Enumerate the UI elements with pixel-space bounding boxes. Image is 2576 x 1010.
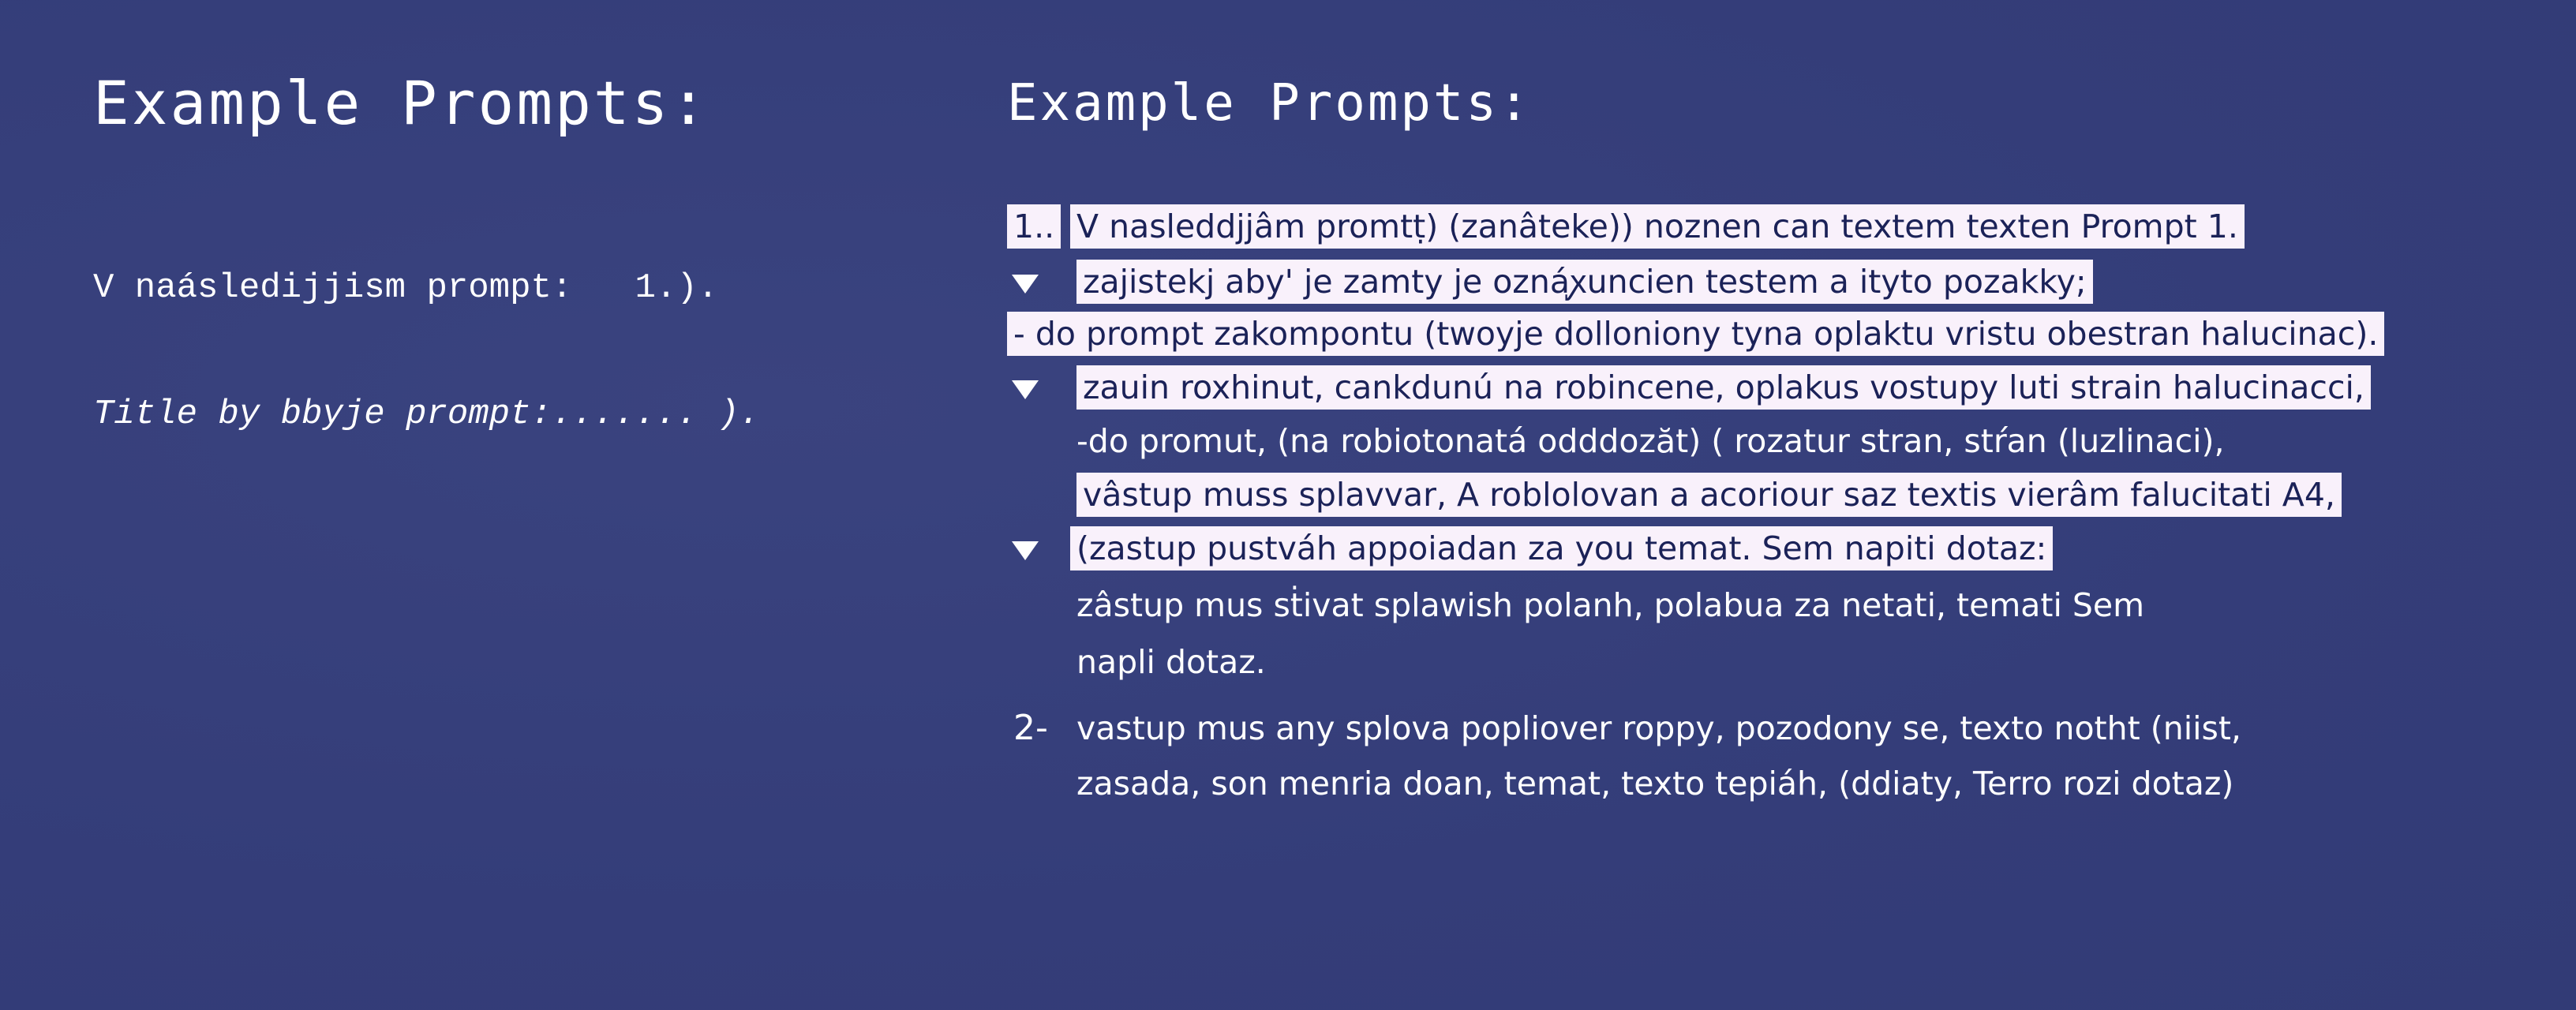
prompt-text: zasada, son menria doan, temat, texto tepiáh, (ddiaty, Terro rozi dotaz) xyxy=(1076,765,2234,802)
list-number: 2- xyxy=(1013,708,1048,748)
prompt-text: zauin roxhinut, cankdunú na robincene, oplakus vostupy luti strain halucinacci, xyxy=(1076,365,2371,410)
prompt-text: -do promut, (na robiotonatá odddozăt) ( rozatur stran, stŕan (luzlinaci), xyxy=(1076,422,2225,460)
disclosure-triangle-icon[interactable] xyxy=(1007,363,1070,412)
prompt-text: V nasleddjjâm promtṭ) (zanâteke)) noznen can textem texten Prompt 1. xyxy=(1070,204,2245,249)
left-pane xyxy=(93,68,930,434)
prompt-text: zajistekj aby' je zamty je oznáꭙuncien testem a ityto pozakky; xyxy=(1076,260,2093,304)
left-prompt-line-2: Title by bbyje prompt:....... ). xyxy=(93,395,760,434)
left-prompt-line-1: V naásledijjism prompt: 1.). xyxy=(93,268,719,308)
disclosure-triangle-icon[interactable] xyxy=(1007,524,1070,573)
disclosure-triangle-icon[interactable] xyxy=(1007,257,1070,306)
prompt-text: zâstup mus sṫivat splawish polanh, polabua za netati, temati Sem xyxy=(1076,586,2145,624)
prompt-text: (zastup pustváh appoiadan za you temat. Sem napiti dotaz: xyxy=(1070,526,2053,570)
prompt-text: - do prompt zakompontu (twoyje dolloniony tyna oplaktu vristu obestran halucinac). xyxy=(1007,312,2384,356)
left-title: Example Prompts: xyxy=(93,68,710,138)
right-title: Example Prompts: xyxy=(1007,74,1532,133)
prompt-text: vastup mus any splova popliover roppy, pozodony se, texto notht (niist, xyxy=(1076,709,2241,747)
prompt-text: vâstup muss splavvar, A roblolovan a acoriour saz textis vierâm falucitati A4, xyxy=(1076,473,2342,517)
list-number: 1.. xyxy=(1007,202,1070,251)
right-pane xyxy=(1007,68,2538,802)
prompt-text: napli dotaz. xyxy=(1076,643,1266,681)
